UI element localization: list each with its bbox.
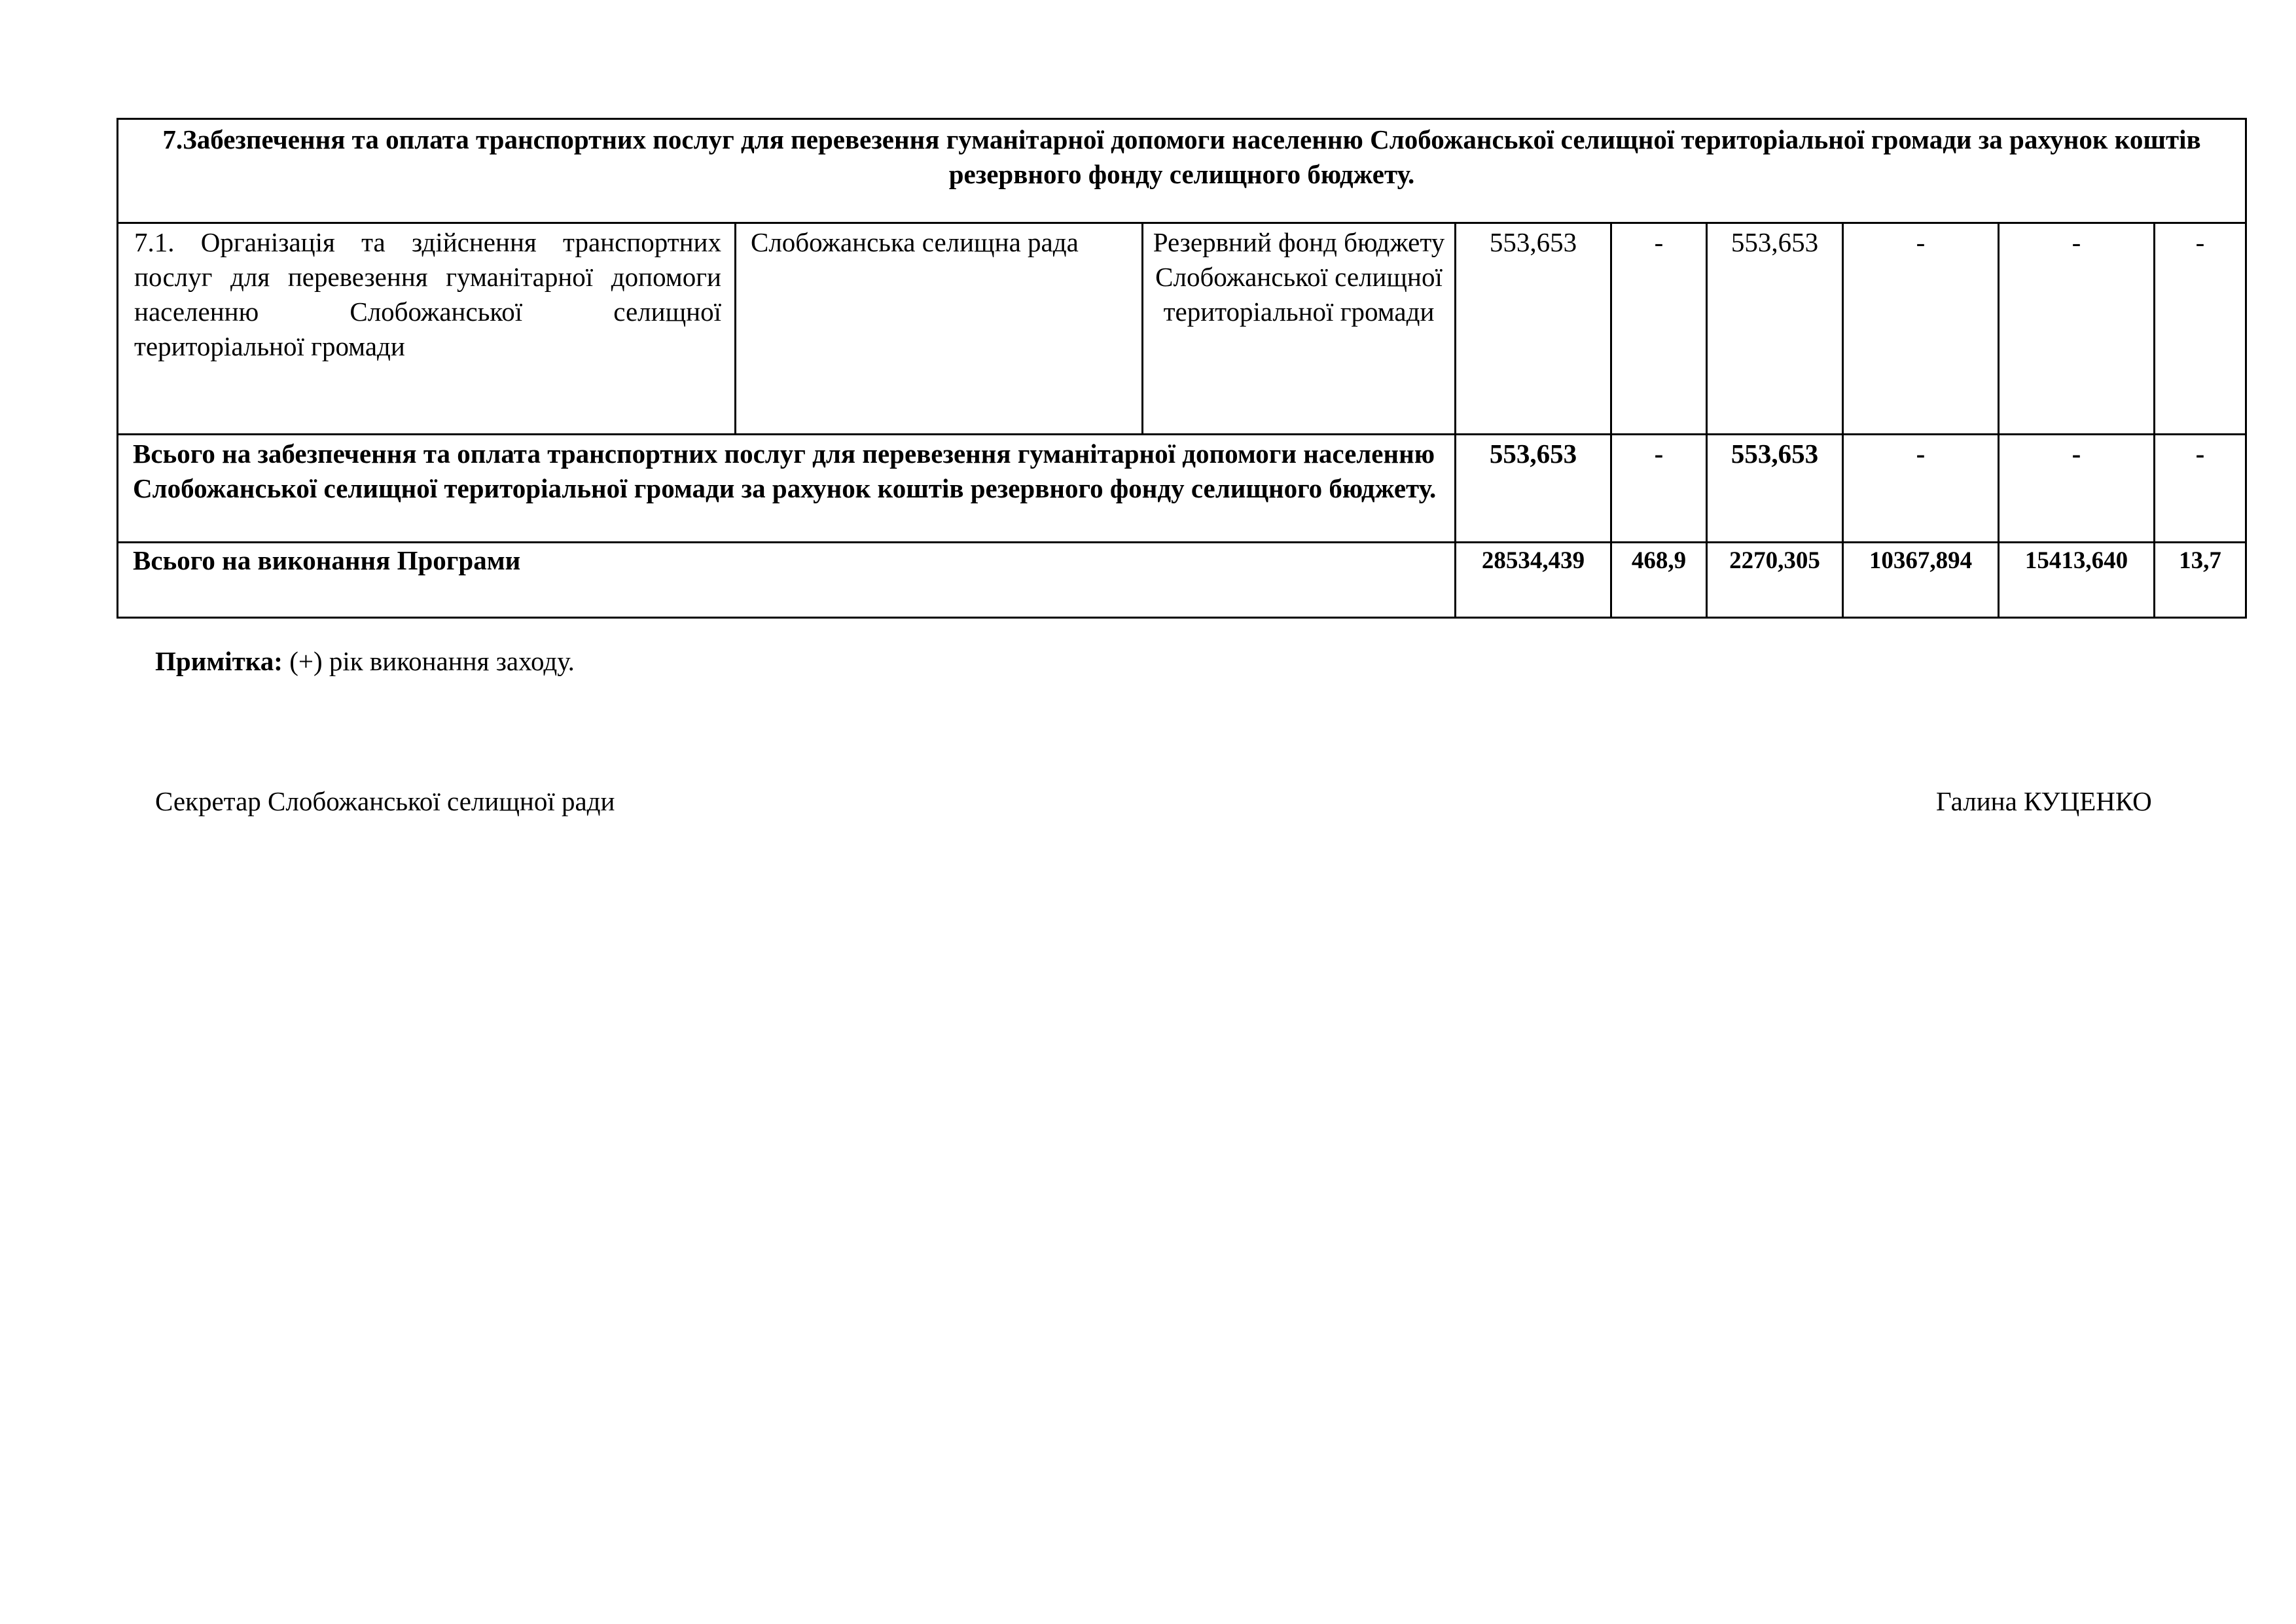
measure-value-col5: - (1999, 223, 2155, 435)
footnote-text: (+) рік виконання заходу. (289, 646, 575, 676)
measure-value-total: 553,653 (1456, 223, 1611, 435)
total-row (118, 543, 2246, 618)
subtotal-label: Всього на забезпечення та оплата транспортних послуг для перевезення гуманітарної допомоги населенню Слобожанської селищної територіальної громади за рахунок коштів резервного фонду селищного бюджету. (118, 435, 1456, 543)
signature-name: Галина КУЦЕНКО (1936, 786, 2152, 816)
section-header-row (118, 119, 2246, 223)
subtotal-value-col2: - (1611, 435, 1707, 543)
measure-name: 7.1. Організація та здійснення транспортних послуг для перевезення гуманітарної допомоги населенню Слобожанської селищної територіальної громади (118, 223, 736, 435)
signature-position: Секретар Слобожанської селищної ради (155, 786, 615, 816)
measure-value-col3: 553,653 (1707, 223, 1843, 435)
subtotal-value-col5: - (1999, 435, 2155, 543)
table-row (118, 223, 2246, 435)
footnote-label: Примітка: (155, 646, 283, 676)
total-value-col2: 468,9 (1611, 543, 1707, 618)
subtotal-value-col6: - (2155, 435, 2246, 543)
footnote (155, 644, 575, 679)
subtotal-value-col3: 553,653 (1707, 435, 1843, 543)
measure-value-col2: - (1611, 223, 1707, 435)
section-title: 7.Забезпечення та оплата транспортних послуг для перевезення гуманітарної допомоги населенню Слобожанської селищної територіальної громади за рахунок коштів резервного фонду селищного бюджету. (162, 124, 2201, 189)
section-title-cell (118, 119, 2246, 223)
total-value-col5: 15413,640 (1999, 543, 2155, 618)
total-value-col3: 2270,305 (1707, 543, 1843, 618)
subtotal-value-total: 553,653 (1456, 435, 1611, 543)
measure-value-col6: - (2155, 223, 2246, 435)
program-table (117, 118, 2247, 619)
subtotal-value-col4: - (1843, 435, 1999, 543)
total-value-col4: 10367,894 (1843, 543, 1999, 618)
measure-value-col4: - (1843, 223, 1999, 435)
measure-executor: Слобожанська селищна рада (736, 223, 1143, 435)
measure-funding-source: Резервний фонд бюджету Слобожанської селищної територіальної громади (1143, 223, 1456, 435)
total-value-total: 28534,439 (1456, 543, 1611, 618)
subtotal-row (118, 435, 2246, 543)
total-label: Всього на виконання Програми (118, 543, 1456, 618)
total-value-col6: 13,7 (2155, 543, 2246, 618)
